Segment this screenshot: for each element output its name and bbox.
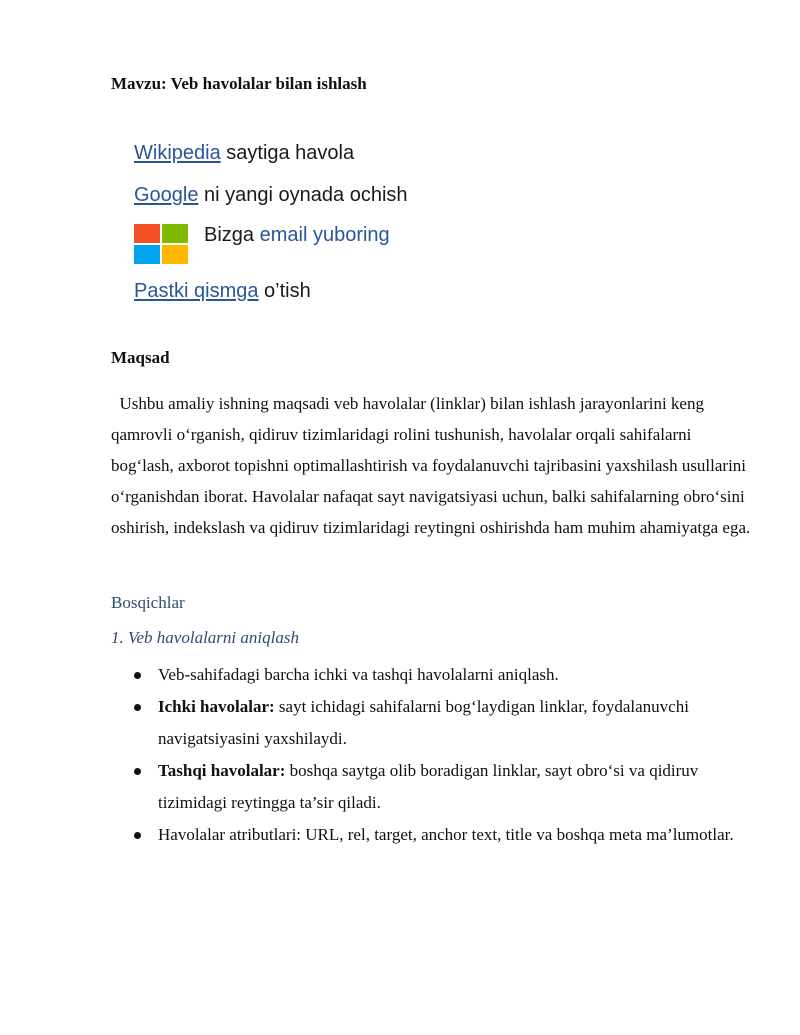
google-link-caption: ni yangi oynada ochish bbox=[198, 184, 408, 206]
email-link[interactable]: email yuboring bbox=[259, 224, 390, 246]
links-example-figure bbox=[134, 138, 514, 308]
email-prefix: Bizga bbox=[204, 224, 260, 246]
maqsad-paragraph bbox=[111, 388, 751, 543]
page-title: Mavzu: Veb havolalar bilan ishlash bbox=[111, 74, 367, 93]
bullet-text: sayt ichidagi sahifalarni bog‘laydigan linklar, foydalanuvchi navigatsiyasini yaxshilaydi. bbox=[158, 697, 689, 748]
maqsad-text: Ushbu amaliy ishning maqsadi veb havolalar (linklar) bilan ishlash jarayonlarini keng qamrovli o‘rganish, qidiruv tizimlaridagi rolini tushunish, havolalar orqali sahifalarni bog‘lash, axborot topishni optimallashtirish va foydalanuvchi tajribasini yaxshilash usullarini o‘rganishdan iborat. Havolalar nafaqat sayt navigatsiyasi uchun, balki sahifalarning obro‘sini oshirish, indekslash va qidiruv tizimlaridagi reytingni oshirishda ham muhim ahamiyatga ega. bbox=[111, 394, 751, 537]
windows-logo-icon bbox=[134, 224, 190, 266]
bottom-anchor-caption: o’tish bbox=[258, 280, 311, 302]
bullet-text: Havolalar atributlari: URL, rel, target, anchor text, title va boshqa meta ma’lumotlar. bbox=[158, 825, 734, 844]
steps-bullet-list bbox=[111, 659, 751, 851]
bullet-bold: Ichki havolalar: bbox=[158, 697, 275, 716]
list-item bbox=[111, 691, 751, 755]
steps-heading: Bosqichlar bbox=[111, 593, 185, 612]
steps-subheading: 1. Veb havolalarni aniqlash bbox=[111, 628, 299, 647]
bottom-anchor-link[interactable]: Pastki qismga bbox=[134, 280, 259, 302]
bullet-text: boshqa saytga olib boradigan linklar, sayt obro‘si va qidiruv tizimidagi reytingga ta’sir qiladi. bbox=[158, 761, 699, 812]
email-link-row bbox=[204, 224, 390, 247]
wikipedia-link[interactable]: Wikipedia bbox=[134, 142, 221, 164]
bullet-icon bbox=[134, 768, 141, 775]
list-item bbox=[111, 819, 751, 851]
logo-tile-blue bbox=[134, 245, 160, 264]
google-link-row bbox=[134, 184, 408, 207]
bullet-text: Veb-sahifadagi barcha ichki va tashqi havolalarni aniqlash. bbox=[158, 665, 559, 684]
wikipedia-link-caption: saytiga havola bbox=[220, 142, 355, 164]
wikipedia-link-row bbox=[134, 142, 354, 165]
maqsad-heading: Maqsad bbox=[111, 348, 170, 367]
google-link[interactable]: Google bbox=[134, 184, 199, 206]
bullet-icon bbox=[134, 832, 141, 839]
logo-tile-red bbox=[134, 224, 160, 243]
bottom-anchor-row bbox=[134, 280, 311, 303]
logo-tile-yellow bbox=[162, 245, 188, 264]
list-item bbox=[111, 659, 751, 691]
bullet-icon bbox=[134, 672, 141, 679]
list-item bbox=[111, 755, 751, 819]
bullet-icon bbox=[134, 704, 141, 711]
bullet-bold: Tashqi havolalar: bbox=[158, 761, 286, 780]
logo-tile-green bbox=[162, 224, 188, 243]
